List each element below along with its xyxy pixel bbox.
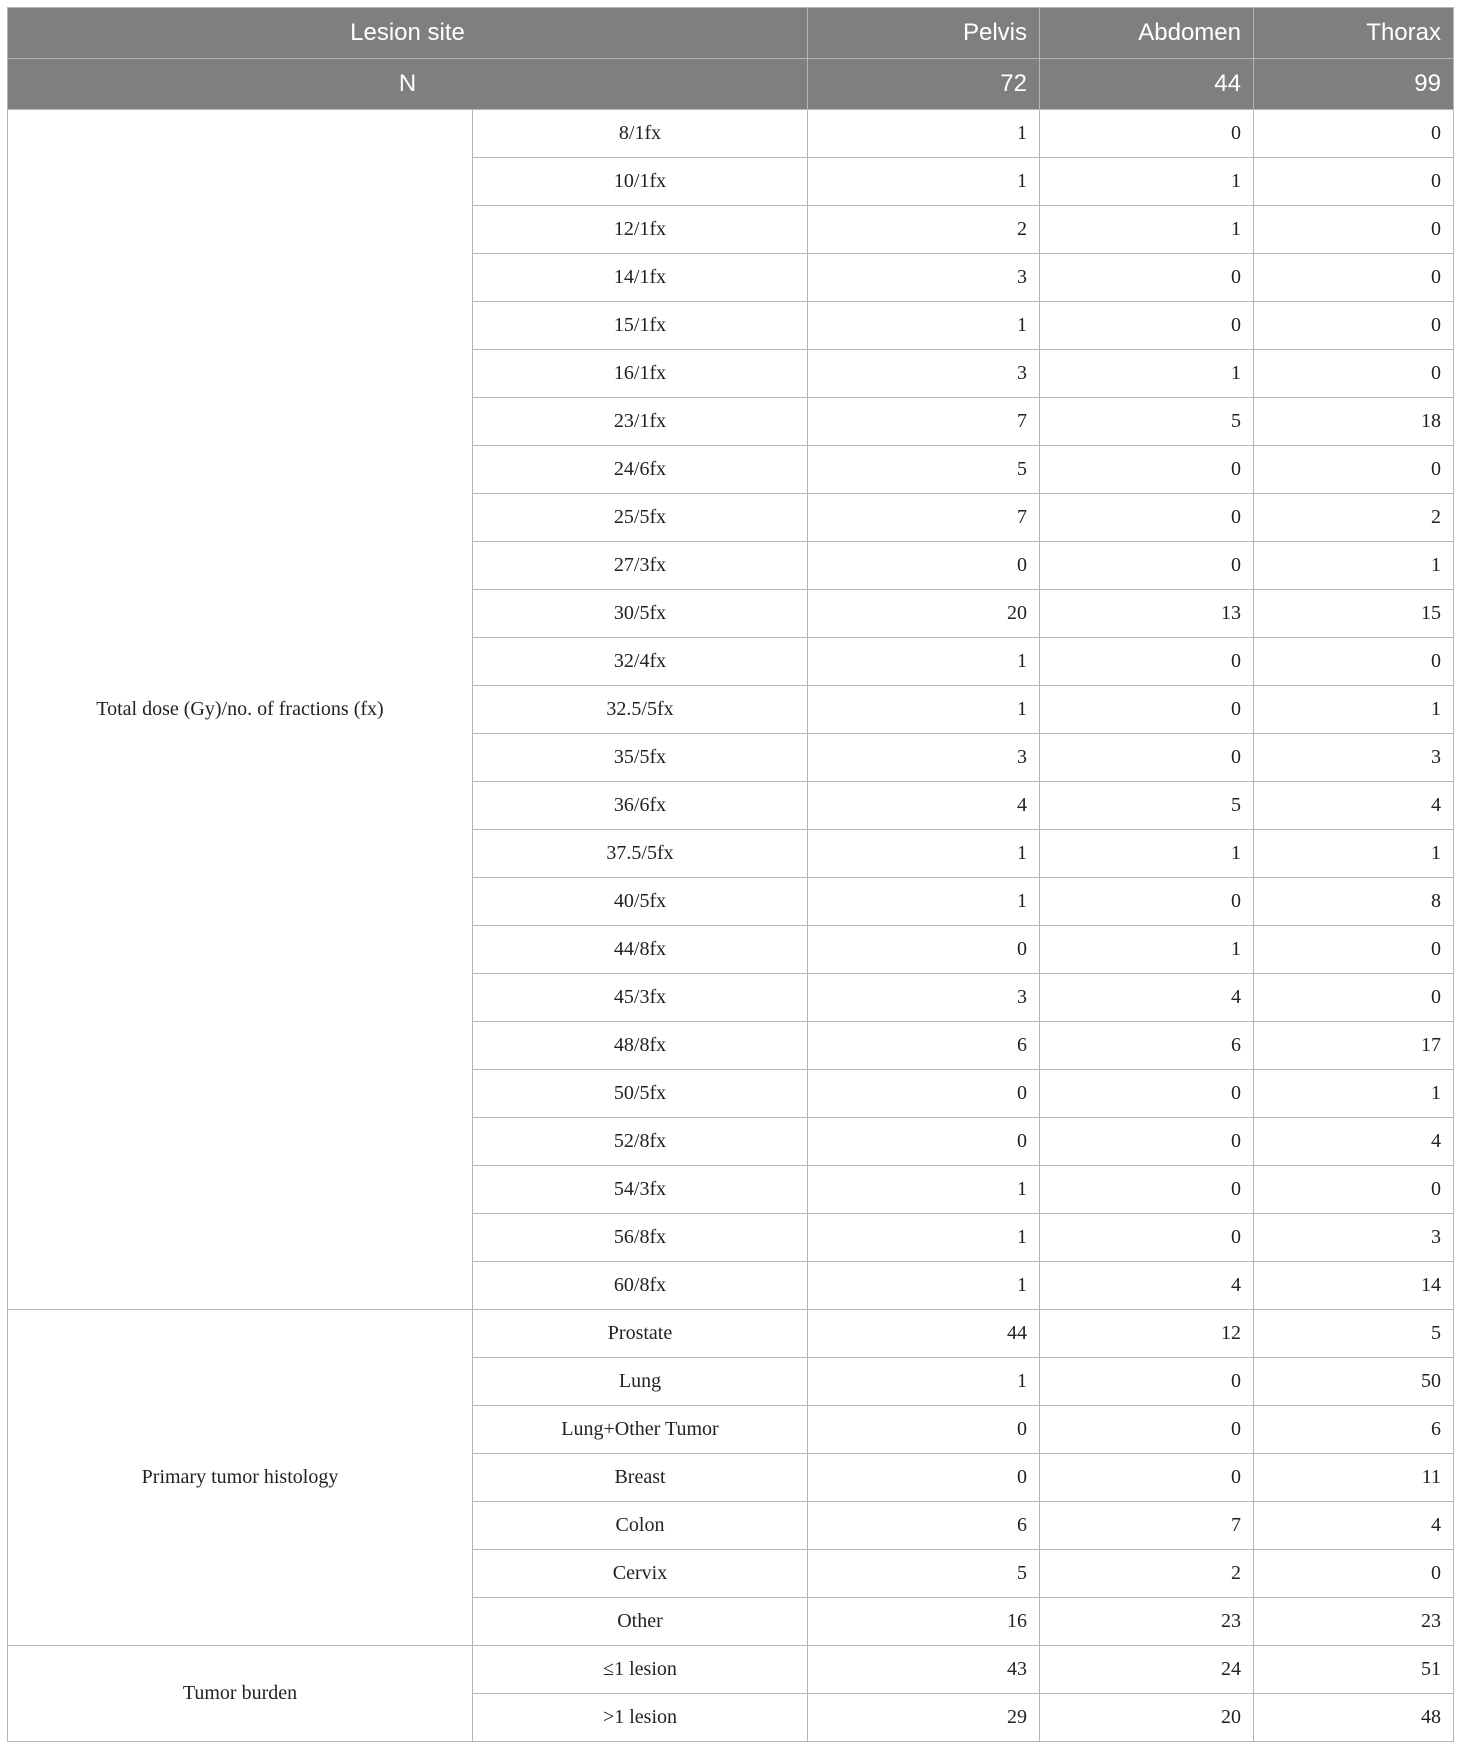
cell-abdomen: 1 [1040, 830, 1254, 878]
row-label: 23/1fx [473, 398, 808, 446]
cell-abdomen: 0 [1040, 1454, 1254, 1502]
cell-pelvis: 5 [808, 446, 1040, 494]
cell-pelvis: 1 [808, 1358, 1040, 1406]
cell-pelvis: 1 [808, 1262, 1040, 1310]
table-row [8, 1310, 1454, 1358]
row-label: 24/6fx [473, 446, 808, 494]
row-label: Cervix [473, 1550, 808, 1598]
cell-thorax: 4 [1254, 782, 1454, 830]
cell-pelvis: 1 [808, 1214, 1040, 1262]
row-label: Other [473, 1598, 808, 1646]
cell-abdomen: 1 [1040, 350, 1254, 398]
cell-thorax: 0 [1254, 926, 1454, 974]
table-row [8, 1646, 1454, 1694]
cell-abdomen: 4 [1040, 974, 1254, 1022]
cell-thorax: 6 [1254, 1406, 1454, 1454]
cell-thorax: 23 [1254, 1598, 1454, 1646]
header-n-thorax: 99 [1254, 59, 1454, 110]
cell-thorax: 15 [1254, 590, 1454, 638]
header-col-thorax: Thorax [1254, 8, 1454, 59]
row-label: 27/3fx [473, 542, 808, 590]
table-header [8, 8, 1454, 110]
cell-pelvis: 1 [808, 158, 1040, 206]
table-body [8, 110, 1454, 1742]
cell-thorax: 4 [1254, 1502, 1454, 1550]
cell-pelvis: 3 [808, 254, 1040, 302]
cell-thorax: 50 [1254, 1358, 1454, 1406]
cell-abdomen: 4 [1040, 1262, 1254, 1310]
cell-pelvis: 43 [808, 1646, 1040, 1694]
cell-abdomen: 12 [1040, 1310, 1254, 1358]
cell-thorax: 0 [1254, 974, 1454, 1022]
row-label: 35/5fx [473, 734, 808, 782]
header-row-n [8, 59, 1454, 110]
cell-abdomen: 0 [1040, 1406, 1254, 1454]
cell-thorax: 51 [1254, 1646, 1454, 1694]
row-label: 50/5fx [473, 1070, 808, 1118]
cell-pelvis: 7 [808, 398, 1040, 446]
cell-thorax: 2 [1254, 494, 1454, 542]
cell-thorax: 5 [1254, 1310, 1454, 1358]
row-label: 25/5fx [473, 494, 808, 542]
group-label: Primary tumor histology [8, 1310, 473, 1646]
cell-abdomen: 7 [1040, 1502, 1254, 1550]
cell-pelvis: 16 [808, 1598, 1040, 1646]
row-label: Prostate [473, 1310, 808, 1358]
cell-abdomen: 0 [1040, 446, 1254, 494]
cell-thorax: 0 [1254, 638, 1454, 686]
cell-abdomen: 0 [1040, 1070, 1254, 1118]
cell-abdomen: 0 [1040, 494, 1254, 542]
row-label: 37.5/5fx [473, 830, 808, 878]
table-row [8, 110, 1454, 158]
cell-thorax: 0 [1254, 1550, 1454, 1598]
row-label: Breast [473, 1454, 808, 1502]
cell-abdomen: 5 [1040, 398, 1254, 446]
row-label: 56/8fx [473, 1214, 808, 1262]
cell-thorax: 17 [1254, 1022, 1454, 1070]
cell-thorax: 0 [1254, 446, 1454, 494]
cell-pelvis: 20 [808, 590, 1040, 638]
cell-abdomen: 0 [1040, 110, 1254, 158]
row-label: 52/8fx [473, 1118, 808, 1166]
cell-abdomen: 0 [1040, 1166, 1254, 1214]
cell-pelvis: 44 [808, 1310, 1040, 1358]
cell-thorax: 14 [1254, 1262, 1454, 1310]
header-row-lesion-site [8, 8, 1454, 59]
cell-abdomen: 1 [1040, 926, 1254, 974]
header-n-pelvis: 72 [808, 59, 1040, 110]
header-col-abdomen: Abdomen [1040, 8, 1254, 59]
row-label: >1 lesion [473, 1694, 808, 1742]
row-label: 10/1fx [473, 158, 808, 206]
cell-abdomen: 0 [1040, 734, 1254, 782]
cell-pelvis: 0 [808, 1118, 1040, 1166]
cell-thorax: 3 [1254, 734, 1454, 782]
row-label: 30/5fx [473, 590, 808, 638]
cell-pelvis: 0 [808, 1070, 1040, 1118]
row-label: 16/1fx [473, 350, 808, 398]
cell-abdomen: 2 [1040, 1550, 1254, 1598]
cell-pelvis: 1 [808, 110, 1040, 158]
group-label: Total dose (Gy)/no. of fractions (fx) [8, 110, 473, 1310]
cell-pelvis: 4 [808, 782, 1040, 830]
row-label: 32/4fx [473, 638, 808, 686]
cell-abdomen: 0 [1040, 1214, 1254, 1262]
cell-pelvis: 0 [808, 926, 1040, 974]
row-label: 54/3fx [473, 1166, 808, 1214]
cell-pelvis: 6 [808, 1022, 1040, 1070]
header-lesion-site-label: Lesion site [8, 8, 808, 59]
cell-pelvis: 29 [808, 1694, 1040, 1742]
cell-abdomen: 0 [1040, 878, 1254, 926]
row-label: 32.5/5fx [473, 686, 808, 734]
cell-abdomen: 0 [1040, 686, 1254, 734]
group-label: Tumor burden [8, 1646, 473, 1742]
cell-abdomen: 0 [1040, 1358, 1254, 1406]
cell-pelvis: 5 [808, 1550, 1040, 1598]
cell-pelvis: 1 [808, 1166, 1040, 1214]
cell-thorax: 3 [1254, 1214, 1454, 1262]
cell-abdomen: 5 [1040, 782, 1254, 830]
header-n-abdomen: 44 [1040, 59, 1254, 110]
cell-thorax: 1 [1254, 686, 1454, 734]
cell-thorax: 1 [1254, 1070, 1454, 1118]
cell-abdomen: 0 [1040, 542, 1254, 590]
cell-thorax: 0 [1254, 158, 1454, 206]
cell-thorax: 48 [1254, 1694, 1454, 1742]
cell-thorax: 1 [1254, 830, 1454, 878]
cell-pelvis: 0 [808, 1406, 1040, 1454]
cell-pelvis: 3 [808, 734, 1040, 782]
row-label: 60/8fx [473, 1262, 808, 1310]
data-table [7, 7, 1454, 1742]
cell-pelvis: 2 [808, 206, 1040, 254]
cell-thorax: 18 [1254, 398, 1454, 446]
row-label: Lung [473, 1358, 808, 1406]
cell-abdomen: 20 [1040, 1694, 1254, 1742]
row-label: Colon [473, 1502, 808, 1550]
cell-pelvis: 1 [808, 878, 1040, 926]
cell-pelvis: 0 [808, 1454, 1040, 1502]
row-label: 12/1fx [473, 206, 808, 254]
cell-pelvis: 6 [808, 1502, 1040, 1550]
cell-abdomen: 0 [1040, 638, 1254, 686]
row-label: 44/8fx [473, 926, 808, 974]
cell-thorax: 0 [1254, 110, 1454, 158]
cell-thorax: 11 [1254, 1454, 1454, 1502]
cell-pelvis: 1 [808, 686, 1040, 734]
row-label: 15/1fx [473, 302, 808, 350]
cell-pelvis: 3 [808, 350, 1040, 398]
row-label: 40/5fx [473, 878, 808, 926]
cell-abdomen: 24 [1040, 1646, 1254, 1694]
cell-abdomen: 0 [1040, 302, 1254, 350]
cell-thorax: 8 [1254, 878, 1454, 926]
cell-pelvis: 1 [808, 830, 1040, 878]
row-label: ≤1 lesion [473, 1646, 808, 1694]
row-label: 36/6fx [473, 782, 808, 830]
cell-pelvis: 1 [808, 302, 1040, 350]
cell-thorax: 0 [1254, 206, 1454, 254]
row-label: 45/3fx [473, 974, 808, 1022]
cell-thorax: 4 [1254, 1118, 1454, 1166]
cell-pelvis: 1 [808, 638, 1040, 686]
cell-pelvis: 7 [808, 494, 1040, 542]
header-col-pelvis: Pelvis [808, 8, 1040, 59]
row-label: 14/1fx [473, 254, 808, 302]
cell-pelvis: 3 [808, 974, 1040, 1022]
cell-abdomen: 1 [1040, 158, 1254, 206]
cell-thorax: 0 [1254, 1166, 1454, 1214]
cell-thorax: 0 [1254, 350, 1454, 398]
cell-thorax: 1 [1254, 542, 1454, 590]
cell-abdomen: 6 [1040, 1022, 1254, 1070]
cell-abdomen: 1 [1040, 206, 1254, 254]
cell-abdomen: 0 [1040, 254, 1254, 302]
cell-abdomen: 23 [1040, 1598, 1254, 1646]
header-n-label: N [8, 59, 808, 110]
row-label: 48/8fx [473, 1022, 808, 1070]
cell-thorax: 0 [1254, 254, 1454, 302]
cell-thorax: 0 [1254, 302, 1454, 350]
row-label: 8/1fx [473, 110, 808, 158]
cell-abdomen: 13 [1040, 590, 1254, 638]
cell-pelvis: 0 [808, 542, 1040, 590]
row-label: Lung+Other Tumor [473, 1406, 808, 1454]
cell-abdomen: 0 [1040, 1118, 1254, 1166]
